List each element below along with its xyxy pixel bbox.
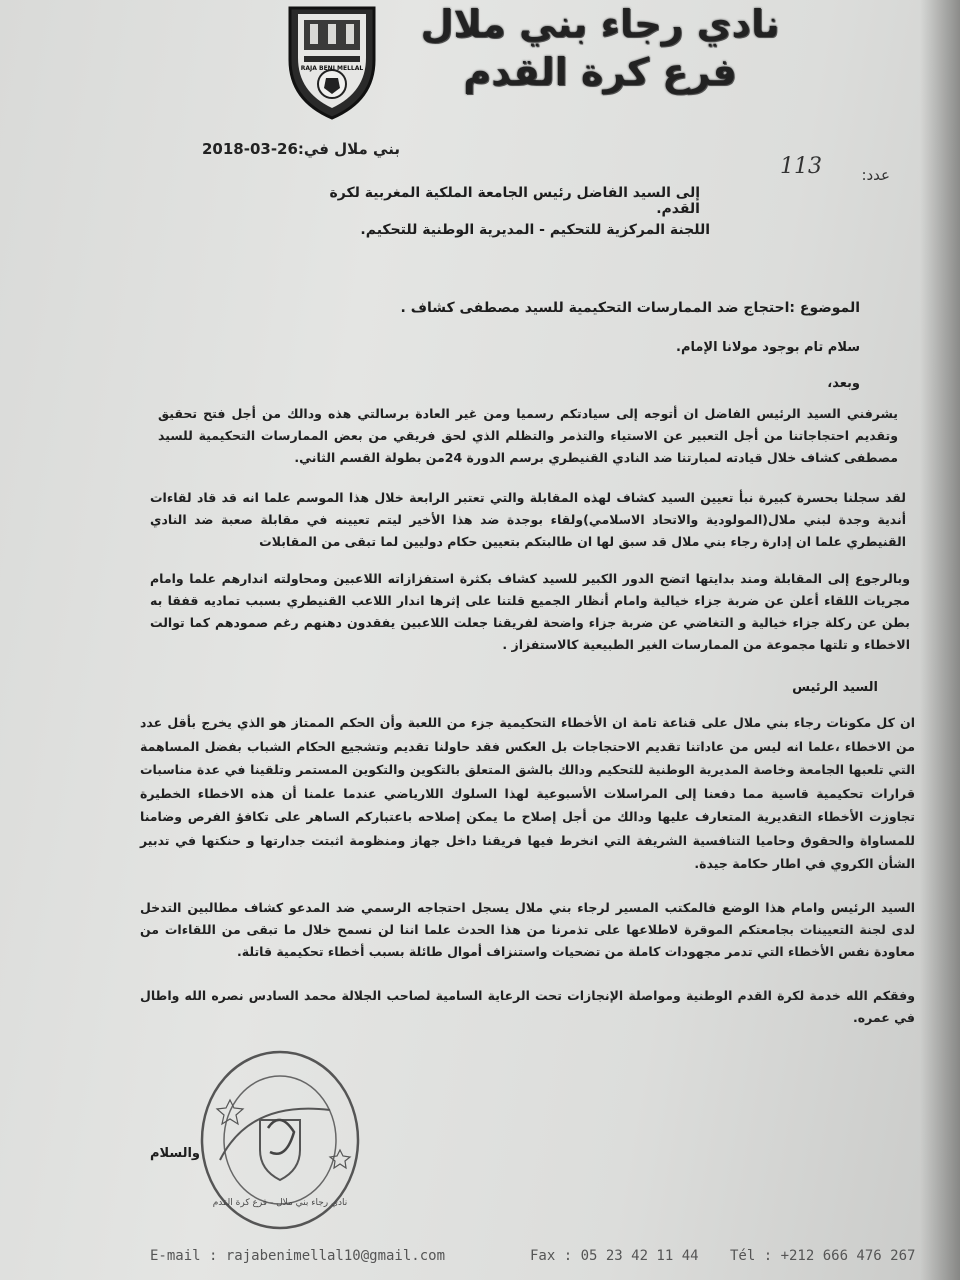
paragraph-3: وبالرجوع إلى المقابلة ومند بدايتها اتضح الدور الكبير للسيد كشاف بكثرة استفزازاته اللاعبين ومحاولته اندارهم علما وامام مجريات اللقاء أعلن عن ضربة جزاء خيالية وامام أنظار الجميع قلتنا على إثرها اندار اللاعب القنيطري بسبب تماديه قفقا به بطن عن ركلة جزاء خيالية و التغاضي عن ضربة جزاء واضحة لفريقنا جعلت اللاعبين يفقدون دهنهم رغم صمودهم كما توالت الاخطاء و تلتها مجموعة من الممارسات الغير الطبيعية كالاستفزاز . <box>150 571 910 652</box>
paragraph-2: لقد سجلنا بحسرة كبيرة نبأ تعيين السيد كشاف لهذه المقابلة والتي تعتبر الرابعة خلال هذا الموسم علما انه قد قاد لقاءات أندية وجدة لبني ملال(المولودية والاتحاد الاسلامي)ولقاء بوجدة ضد هذا الأخير ليتم تعيينه في مقابلة صعبة ضد النادي القنيطري علما ان إدارة رجاء بني ملال قد سبق لها ان طالبتكم بتعيين حكام دوليين لما تبقى من المقابلات <box>150 490 906 549</box>
club-stamp <box>190 1040 370 1240</box>
club-crest-logo <box>282 0 382 120</box>
club-letterhead <box>400 0 800 110</box>
closing: والسلام <box>149 1146 200 1161</box>
paragraph-6: وفقكم الله خدمة لكرة القدم الوطنية ومواصلة الإنجازات تحت الرعاية السامية لصاحب الجلالة محمد السادس نصره الله واطال في عمره. <box>140 988 915 1025</box>
reference-value: 113 <box>780 154 822 179</box>
footer-email: E-mail : rajabenimellal10@gmail.com <box>150 1248 446 1264</box>
subject-line: الموضوع :احتجاج ضد الممارسات التحكيمية للسيد مصطفى كشاف . <box>400 300 860 316</box>
paragraph-5: السيد الرئيس وامام هذا الوضع فالمكتب المسير لرجاء بني ملال يسجل احتجاجه الرسمي ضد المدعو كشاف مطالبين التدخل لدى لجنة التعيينات بجامعتكم الموقرة لاطلاعها على تذمرنا من هذا الحدث علما اننا لن نسمح خلال ما تبقى من اللقاءات من معاودة نفس الأخطاء التي تدمر مجهودات كاملة من تضحيات واستنزاف أموال طائلة بسبب أخطاء تحكيمية قاتلة. <box>140 900 915 959</box>
reference-number <box>780 154 890 188</box>
branch-name: فرع كرة القدم <box>463 50 737 94</box>
wabad: وبعد، <box>827 376 860 391</box>
club-name: نادي رجاء بني ملال <box>420 2 780 46</box>
paragraph-4: ان كل مكونات رجاء بني ملال على قناعة تامة ان الأخطاء التحكيمية جزء من اللعبة وأن الحكم الممتاز هو الذي يخرج بأقل عدد من الاخطاء ،علما انه ليس من عاداتنا تقديم الاحتجاجات بل العكس فقد حاولنا تقديم وتشجيع الحكام الشباب بفضل المساهمة التي تلعبها الجامعة وخاصة المديرية الوطنية للتحكيم ودالك بالشق المتعلق بالتكوين والتكوين المستمر وتلقينا في عدة مناسبات قرارات تحكيمية قاسية مما دفعنا إلى المراسلات الأسبوعية لهذا السلوك اللارياضي عندما علمنا أن هذه الاخطاء الخطيرة تجاوزت الأخطاء التقديرية المتعارف عليها ودالك من أجل إصلاح ما يمكن إصلاحه باعتباركم الساهر على تكافؤ الفرص وضامنا للمساواة والحقوق وحاميا التنافسية الشريفة التي انخرط فيها فريقنا داخل جهاز ومنظومة اثبتت جدارتها و حنكتها في تدبير الشأن الكروي في اطار حكامة جيدة. <box>140 715 915 871</box>
section-heading: السيد الرئيس <box>792 680 878 695</box>
addressee-line-2: اللجنة المركزية للتحكيم - المديرية الوطنية للتحكيم. <box>360 222 710 238</box>
page-shadow <box>920 0 960 1280</box>
footer-phone: Tél : +212 666 476 267 <box>730 1248 916 1264</box>
footer-fax: Fax : 05 23 42 11 44 <box>530 1248 699 1264</box>
letter-date: بني ملال في:26-03-2018 <box>201 140 400 158</box>
stamp-text: نادي رجاء بني ملال - فرع كرة القدم <box>212 1198 348 1208</box>
paragraph-1: يشرفني السيد الرئيس الفاضل ان أتوجه إلى سيادتكم رسميا ومن غير العادة برسالتي هذه ودالك من أجل فتح تحقيق وتقديم احتجاجاتنا من أجل التعبير عن الاستياء والتذمر والتظلم الذي لحق فريقي من بعض الممارسات التحكيمية للسيد مصطفى كشاف خلال قيادته لمبارتنا ضد النادي القنيطري برسم الدورة 24من بطولة القسم الثاني. <box>158 406 898 465</box>
logo-caption: RAJA BENI MELLAL <box>300 65 364 72</box>
addressee-line-1: إلى السيد الفاضل رئيس الجامعة الملكية المغربية لكرة القدم. <box>329 185 700 217</box>
reference-label: عدد: <box>861 166 890 184</box>
letter-footer <box>150 1248 916 1268</box>
greeting: سلام تام بوجود مولانا الإمام. <box>676 340 860 355</box>
